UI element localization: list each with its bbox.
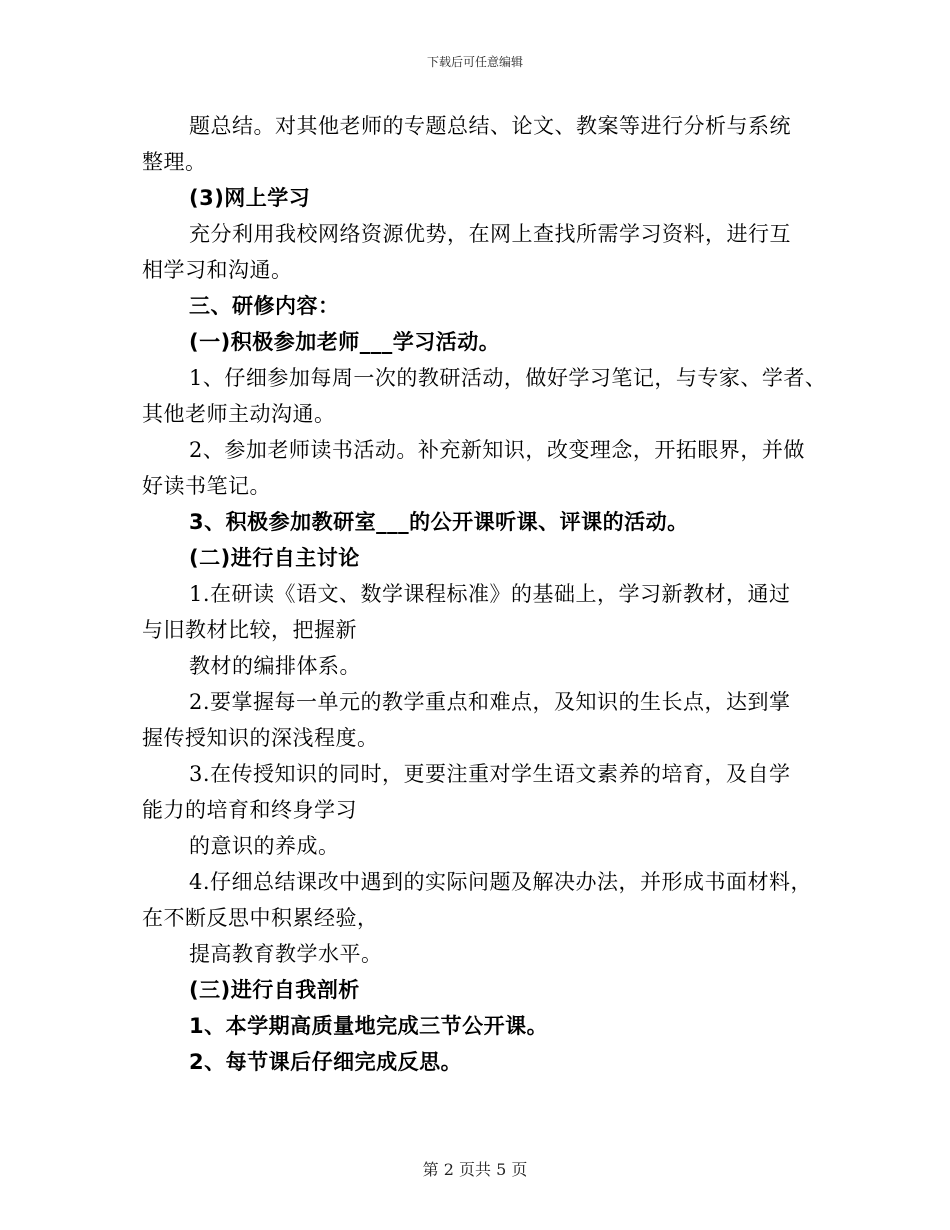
text-line: 教材的编排体系。 <box>189 654 361 678</box>
text-line: 整理。 <box>142 150 207 174</box>
text-line: 与旧教材比较，把握新 <box>142 618 357 642</box>
text-line: 2、参加老师读书活动。补充新知识，改变理念，开拓眼界，并做 <box>189 438 805 462</box>
text-line: 1、仔细参加每周一次的教研活动，做好学习笔记，与专家、学者、 <box>189 366 827 390</box>
text-line: (3)网上学习 <box>189 186 311 210</box>
text-line: 4.仔细总结课改中遇到的实际问题及解决办法，并形成书面材料， <box>189 870 813 894</box>
text-line: 题总结。对其他老师的专题总结、论文、教案等进行分析与系统 <box>189 114 791 138</box>
text-line: 能力的培育和终身学习 <box>142 798 357 822</box>
text-line: 2.要掌握每一单元的教学重点和难点，及知识的生长点，达到掌 <box>189 690 791 714</box>
text-line: 2、每节课后仔细完成反思。 <box>189 1050 463 1074</box>
document-body <box>142 108 832 1080</box>
text-line: 相学习和沟通。 <box>142 258 293 282</box>
text-line: 3.在传授知识的同时，更要注重对学生语文素养的培育，及自学 <box>189 762 791 786</box>
text-line: 提高教育教学水平。 <box>189 942 383 966</box>
page-footer: 第 2 页共 5 页 <box>422 1160 528 1179</box>
text-line: (二)进行自主讨论 <box>189 546 360 570</box>
text-line: 在不断反思中积累经验， <box>142 906 379 930</box>
text-line: 三、研修内容： <box>189 294 340 318</box>
page-header: 下载后可任意编辑 <box>426 55 523 69</box>
text-line: (一)积极参加老师___学习活动。 <box>189 330 501 354</box>
text-line: 好读书笔记。 <box>142 474 271 498</box>
text-line: 1、本学期高质量地完成三节公开课。 <box>189 1014 549 1038</box>
text-line: 充分利用我校网络资源优势，在网上查找所需学习资料，进行互 <box>189 222 791 246</box>
text-line: (三)进行自我剖析 <box>189 978 360 1002</box>
text-line: 其他老师主动沟通。 <box>142 402 336 426</box>
text-line: 1.在研读《语文、数学课程标准》的基础上，学习新教材，通过 <box>189 582 791 606</box>
text-line: 3、积极参加教研室___的公开课听课、评课的活动。 <box>189 510 689 534</box>
text-line: 握传授知识的深浅程度。 <box>142 726 379 750</box>
text-line: 的意识的养成。 <box>189 834 340 858</box>
